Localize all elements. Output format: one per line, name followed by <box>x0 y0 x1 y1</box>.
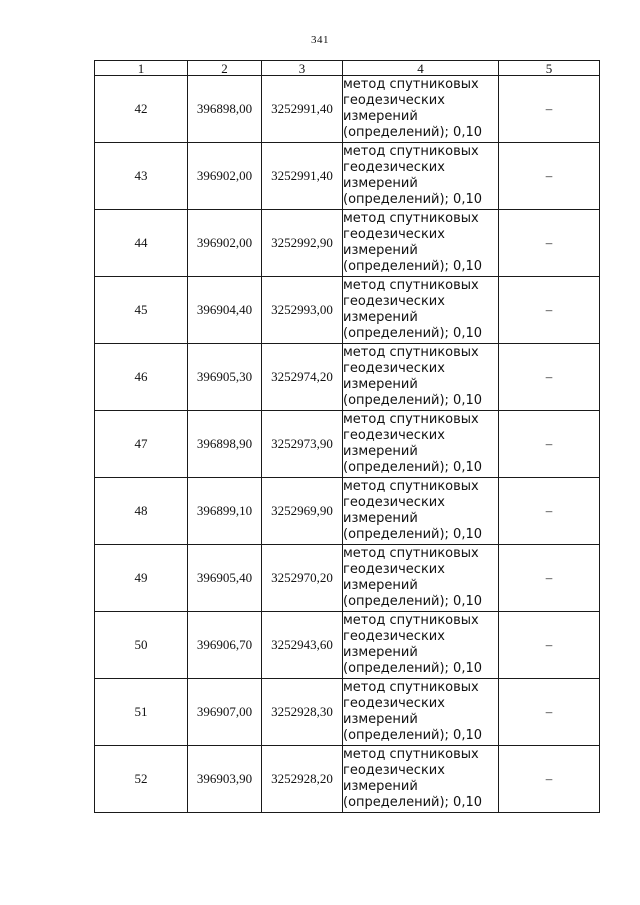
method-line: измерений <box>343 310 418 325</box>
x-coordinate-cell: 396899,10 <box>188 478 262 545</box>
column-5-cell: – <box>499 679 600 746</box>
table-row <box>95 545 600 612</box>
column-header-3: 3 <box>262 61 343 76</box>
method-cell <box>343 746 499 813</box>
method-line: измерений <box>343 444 418 459</box>
method-line: геодезических <box>343 629 445 644</box>
column-header-4: 4 <box>343 61 499 76</box>
method-line: метод спутниковых <box>343 278 479 293</box>
column-header-1: 1 <box>95 61 188 76</box>
y-coordinate-cell: 3252928,20 <box>262 746 343 813</box>
table-row <box>95 143 600 210</box>
point-number-cell: 48 <box>95 478 188 545</box>
point-number-cell: 49 <box>95 545 188 612</box>
column-5-cell: – <box>499 746 600 813</box>
table-row <box>95 76 600 143</box>
method-cell <box>343 76 499 143</box>
y-coordinate-cell: 3252993,00 <box>262 277 343 344</box>
table-row <box>95 344 600 411</box>
column-5-cell: – <box>499 478 600 545</box>
method-line: метод спутниковых <box>343 747 479 762</box>
method-line: измерений <box>343 176 418 191</box>
method-cell <box>343 277 499 344</box>
method-cell <box>343 411 499 478</box>
y-coordinate-cell: 3252974,20 <box>262 344 343 411</box>
method-line: геодезических <box>343 428 445 443</box>
x-coordinate-cell: 396898,90 <box>188 411 262 478</box>
method-line: геодезических <box>343 495 445 510</box>
table-header-row <box>95 61 600 76</box>
method-line: измерений <box>343 109 418 124</box>
method-cell <box>343 143 499 210</box>
point-number-cell: 46 <box>95 344 188 411</box>
table-row <box>95 277 600 344</box>
table-row <box>95 746 600 813</box>
y-coordinate-cell: 3252943,60 <box>262 612 343 679</box>
point-number-cell: 43 <box>95 143 188 210</box>
y-coordinate-cell: 3252991,40 <box>262 76 343 143</box>
point-number-cell: 50 <box>95 612 188 679</box>
method-line: метод спутниковых <box>343 613 479 628</box>
column-5-cell: – <box>499 344 600 411</box>
y-coordinate-cell: 3252973,90 <box>262 411 343 478</box>
method-cell <box>343 210 499 277</box>
y-coordinate-cell: 3252928,30 <box>262 679 343 746</box>
column-5-cell: – <box>499 277 600 344</box>
coordinates-table <box>94 60 600 813</box>
x-coordinate-cell: 396905,30 <box>188 344 262 411</box>
y-coordinate-cell: 3252969,90 <box>262 478 343 545</box>
method-line: (определений); 0,10 <box>343 527 482 542</box>
x-coordinate-cell: 396905,40 <box>188 545 262 612</box>
method-line: измерений <box>343 511 418 526</box>
method-line: метод спутниковых <box>343 77 479 92</box>
column-header-2: 2 <box>188 61 262 76</box>
method-line: геодезических <box>343 361 445 376</box>
method-line: геодезических <box>343 562 445 577</box>
method-line: метод спутниковых <box>343 345 479 360</box>
point-number-cell: 45 <box>95 277 188 344</box>
point-number-cell: 52 <box>95 746 188 813</box>
y-coordinate-cell: 3252970,20 <box>262 545 343 612</box>
column-5-cell: – <box>499 143 600 210</box>
method-line: (определений); 0,10 <box>343 795 482 810</box>
table-row <box>95 478 600 545</box>
method-line: (определений); 0,10 <box>343 460 482 475</box>
x-coordinate-cell: 396907,00 <box>188 679 262 746</box>
x-coordinate-cell: 396904,40 <box>188 277 262 344</box>
column-5-cell: – <box>499 545 600 612</box>
method-line: измерений <box>343 645 418 660</box>
method-line: геодезических <box>343 294 445 309</box>
method-line: (определений); 0,10 <box>343 728 482 743</box>
method-line: метод спутниковых <box>343 680 479 695</box>
table-row <box>95 411 600 478</box>
point-number-cell: 42 <box>95 76 188 143</box>
method-line: измерений <box>343 377 418 392</box>
method-line: (определений); 0,10 <box>343 259 482 274</box>
method-line: (определений); 0,10 <box>343 594 482 609</box>
method-line: измерений <box>343 578 418 593</box>
method-line: геодезических <box>343 763 445 778</box>
method-line: метод спутниковых <box>343 546 479 561</box>
method-line: геодезических <box>343 227 445 242</box>
y-coordinate-cell: 3252992,90 <box>262 210 343 277</box>
method-line: (определений); 0,10 <box>343 661 482 676</box>
column-header-5: 5 <box>499 61 600 76</box>
method-line: метод спутниковых <box>343 412 479 427</box>
method-line: (определений); 0,10 <box>343 192 482 207</box>
x-coordinate-cell: 396903,90 <box>188 746 262 813</box>
method-cell <box>343 545 499 612</box>
column-5-cell: – <box>499 210 600 277</box>
page-number: 341 <box>311 34 329 46</box>
point-number-cell: 44 <box>95 210 188 277</box>
method-line: (определений); 0,10 <box>343 125 482 140</box>
column-5-cell: – <box>499 612 600 679</box>
column-5-cell: – <box>499 411 600 478</box>
table-body <box>95 76 600 813</box>
point-number-cell: 47 <box>95 411 188 478</box>
method-line: геодезических <box>343 160 445 175</box>
method-line: метод спутниковых <box>343 211 479 226</box>
method-line: геодезических <box>343 696 445 711</box>
method-line: (определений); 0,10 <box>343 326 482 341</box>
table-row <box>95 612 600 679</box>
method-cell <box>343 612 499 679</box>
y-coordinate-cell: 3252991,40 <box>262 143 343 210</box>
method-line: измерений <box>343 779 418 794</box>
column-5-cell: – <box>499 76 600 143</box>
method-line: метод спутниковых <box>343 144 479 159</box>
method-line: (определений); 0,10 <box>343 393 482 408</box>
point-number-cell: 51 <box>95 679 188 746</box>
method-line: метод спутниковых <box>343 479 479 494</box>
x-coordinate-cell: 396906,70 <box>188 612 262 679</box>
x-coordinate-cell: 396902,00 <box>188 210 262 277</box>
method-cell <box>343 344 499 411</box>
table-row <box>95 679 600 746</box>
method-line: измерений <box>343 712 418 727</box>
method-cell <box>343 478 499 545</box>
method-line: геодезических <box>343 93 445 108</box>
x-coordinate-cell: 396898,00 <box>188 76 262 143</box>
table-row <box>95 210 600 277</box>
method-cell <box>343 679 499 746</box>
method-line: измерений <box>343 243 418 258</box>
x-coordinate-cell: 396902,00 <box>188 143 262 210</box>
